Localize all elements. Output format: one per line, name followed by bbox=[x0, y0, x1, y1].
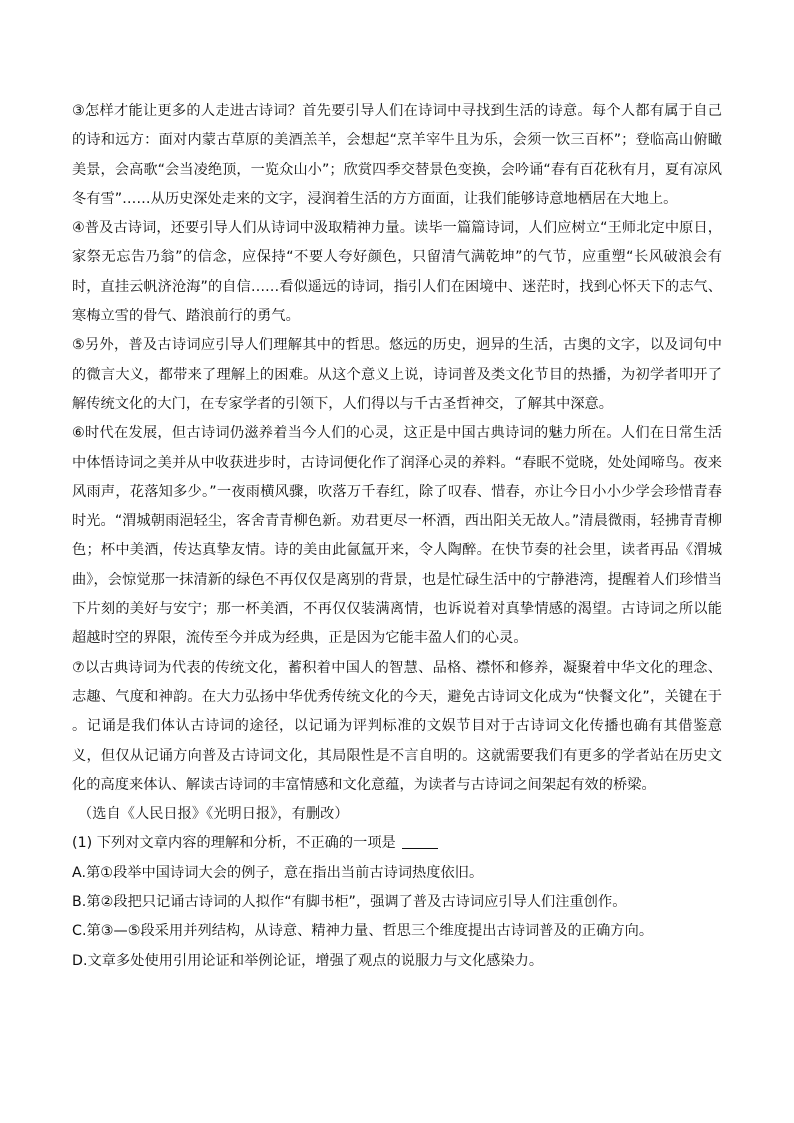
option-c: C.第③—⑤段采用并列结构，从诗意、精神力量、哲思三个维度提出古诗词普及的正确方向。 bbox=[72, 923, 654, 940]
paragraph-6: ⑥时代在发展，但古诗词仍滋养着当今人们的心灵，这正是中国古典诗词的魅力所在。人们在日常生活中体悟诗词之美并从中收获进步时，古诗词便化作了润泽心灵的养料。“春眠不觉晓，处处闻啼鸟。夜来风雨声，花落知多少。”一夜雨横风骤，吹落万千春红，除了叹春、惜春，亦让今日小小少学会珍惜青春时光。“渭城朝雨浥轻尘，客舍青青柳色新。劝君更尽一杯酒，西出阳关无故人。”清晨微雨，轻拂青青柳色；杯中美酒，传达真挚友情。诗的美由此氤氲开来，令人陶醉。在快节奏的社会里，读者再品《渭城曲》，会惊觉那一抹清新的绿色不再仅仅是离别的背景，也是忙碌生活中的宁静港湾，提醒着人们珍惜当下片刻的美好与安宁；那一杯美酒，不再仅仅装满离情，也诉说着对真挚情感的渴望。古诗词之所以能超越时空的界限，流传至今并成为经典，正是因为它能丰盈人们的心灵。 bbox=[72, 425, 722, 647]
paragraph-7: ⑦以古典诗词为代表的传统文化，蓄积着中国人的智慧、品格、襟怀和修养，凝聚着中华文化的理念、志趣、气度和神韵。在大力弘扬中华优秀传统文化的今天，避免古诗词文化成为“快餐文化”，关键在于 。记诵是我们体认古诗词的途径，以记诵为评判标准的文娱节目对于古诗词文化传播也确有其借鉴意义，但仅从记诵方向普及古诗词文化，其局限性是不言自明的。这就需要我们有更多的学者站在历史文化的高度来体认、解读古诗词的丰富情感和文化意蕴，为读者与古诗词之间架起有效的桥梁。 bbox=[72, 659, 722, 793]
option-d: D.文章多处使用引用论证和举例论证，增强了观点的说服力与文化感染力。 bbox=[72, 952, 544, 969]
option-a: A.第①段举中国诗词大会的例子，意在指出当前古诗词热度依旧。 bbox=[72, 864, 484, 881]
source-note: （选自《人民日报》《光明日报》，有删改） bbox=[78, 806, 349, 823]
option-b: B.第②段把只记诵古诗词的人拟作“有脚书柜”，强调了普及古诗词应引导人们注重创作。 bbox=[72, 894, 627, 911]
answer-blank bbox=[402, 834, 438, 849]
paragraph-3: ③怎样才能让更多的人走进古诗词？首先要引导人们在诗词中寻找到生活的诗意。每个人都有属于自己的诗和远方：面对内蒙古草原的美酒羔羊，会想起“烹羊宰牛且为乐，会须一饮三百杯”；登临高山俯瞰美景，会高歌“会当凌绝顶，一览众山小”；欣赏四季交替景色变换，会吟诵“春有百花秋有月，夏有凉风冬有雪”……从历史深处走来的文字，浸润着生活的方方面面，让我们能够诗意地栖居在大地上。 bbox=[72, 103, 722, 207]
paragraph-5: ⑤另外，普及古诗词应引导人们理解其中的哲思。悠远的历史，迥异的生活，古奥的文字，以及词句中的微言大义，都带来了理解上的困难。从这个意义上说，诗词普及类文化节目的热播，为初学者叩开了解传统文化的大门，在专家学者的引领下，人们得以与千古圣哲神交，了解其中深意。 bbox=[72, 337, 722, 412]
question-stem-text: (1) 下列对文章内容的理解和分析，不正确的一项是 bbox=[72, 835, 396, 852]
paragraph-4: ④普及古诗词，还要引导人们从诗词中汲取精神力量。读毕一篇篇诗词，人们应树立“王师北定中原日，家祭无忘告乃翁”的信念，应保持“不要人夸好颜色，只留清气满乾坤”的气节，应重塑“长风破浪会有时，直挂云帆济沧海”的自信……看似遥远的诗词，指引人们在困境中、迷茫时，找到心怀天下的志气、寒梅立雪的骨气、踏浪前行的勇气。 bbox=[72, 220, 722, 325]
article-body bbox=[72, 97, 722, 976]
question-stem bbox=[72, 829, 722, 858]
